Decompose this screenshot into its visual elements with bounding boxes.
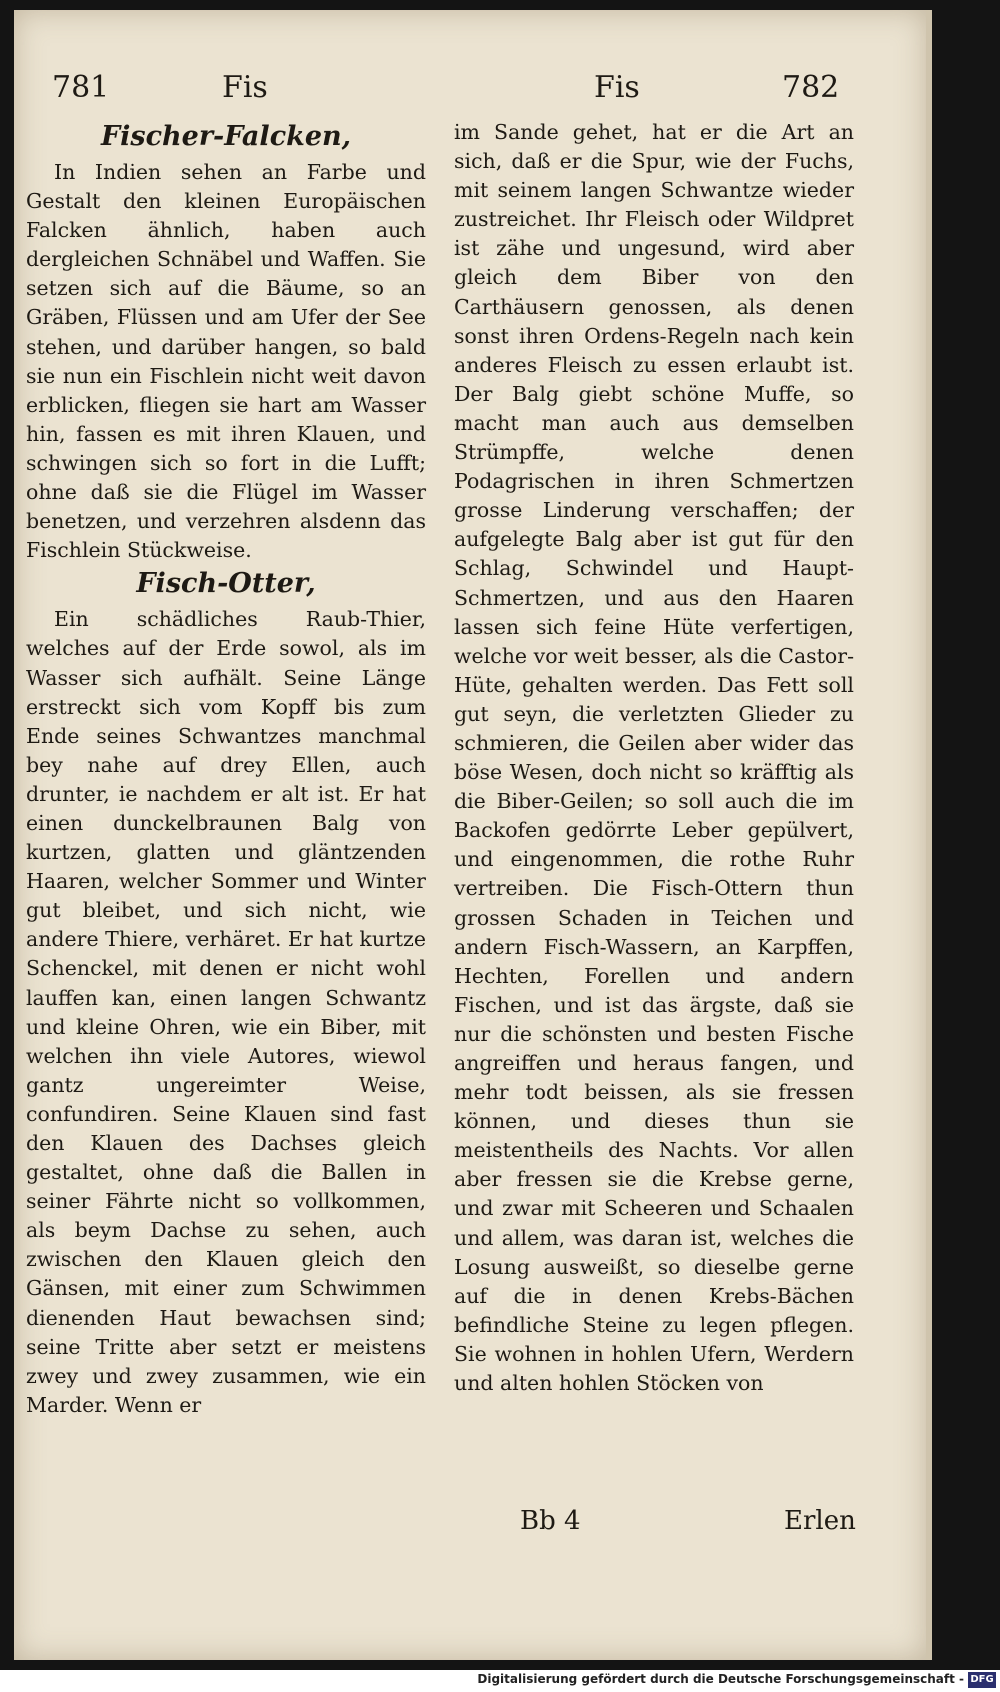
entry-heading-fischer-falcken: Fischer-Falcken, — [100, 121, 352, 152]
entry-heading-fisch-otter: Fisch-Otter, — [136, 568, 316, 600]
entry-text-fisch-otter: Ein schädliches Raub-Thier, welches auf der Erde sowol, als im Wasser sich aufhält. Seine Länge erstreckt sich vom Kopff bis zum Ende seines Schwantzes manchmal bey nahe auf drey Ellen, auch drunter, ie nachdem er alt ist. Er hat einen dunckelbraunen Balg von kurtzen, glatten und gläntzenden Haaren, welcher Sommer und Winter gut bleibet, und sich nicht, wie andere Thiere, verhäret. Er hat kurtze Schenckel, mit denen er nicht wohl lauffen kan, einen langen Schwantz und kleine Ohren, wie ein Biber, mit welchen ihn viele Autores, wiewol gantz ungereimter Weise, confundiren. Seine Klauen sind fast den Klauen des Dachses gleich gestaltet, ohne daß die Ballen in seiner Fährte nicht so vollkommen, als beym Dachse zu sehen, auch zwischen den Klauen gleich den Gänsen, mit einer zum Schwimmen dienenden Haut bewachsen sind; seine Tritte aber setzt er meistens zwey und zwey zusammen, wie ein Marder. Wenn er — [26, 607, 426, 1417]
left-column — [26, 118, 426, 1420]
running-head-left: Fis — [222, 70, 268, 105]
page-number-left: 781 — [52, 70, 110, 105]
entry-text-fischer-falcken: In Indien sehen an Farbe und Gestalt den kleinen Europäischen Falcken ähnlich, haben auch dergleichen Schnäbel und Waffen. Sie setzen sich auf die Bäume, so an Gräben, Flüssen und am Ufer der See stehen, und darüber hangen, so bald sie nun ein Fischlein nicht weit davon erblicken, fliegen sie hart am Wasser hin, fassen es mit ihren Klauen, und schwingen sich so fort in die Lufft; ohne daß sie die Flügel im Wasser benetzen, und verzehren alsdenn das Fischlein Stückweise. — [26, 160, 426, 563]
page-edge — [926, 10, 932, 1660]
credit-bar — [0, 1670, 1000, 1692]
page-number-right: 782 — [782, 70, 840, 105]
running-head-right: Fis — [594, 70, 640, 105]
credit-text: Digitalisierung gefördert durch die Deutsche Forschungsgemeinschaft - — [477, 1672, 964, 1686]
dfg-logo-icon: DFG — [968, 1672, 996, 1688]
right-column — [454, 118, 854, 1398]
entry-text-fisch-otter-continued: im Sande gehet, hat er die Art an sich, daß er die Spur, wie der Fuchs, mit seinem langen Schwantze wieder zustreichet. Ihr Fleisch oder Wildpret ist zähe und ungesund, wird aber gleich dem Biber von den Carthäusern genossen, als denen sonst ihren Ordens-Regeln nach kein anderes Fleisch zu essen erlaubt ist. Der Balg giebt schöne Muffe, so macht man auch aus demselben Strümpffe, welche denen Podagrischen in ihren Schmertzen grosse Linderung verschaffen; der aufgelegte Balg aber ist gut für den Schlag, Schwindel und Haupt-Schmertzen, und aus den Haaren lassen sich feine Hüte verfertigen, welche vor weit besser, als die Castor-Hüte, gehalten werden. Das Fett soll gut seyn, die verletzten Glieder zu schmieren, die Geilen aber wider das böse Wesen, doch nicht so kräfftig als die Biber-Geilen; so soll auch die im Backofen gedörrte Leber gepülvert, und eingenommen, die rothe Ruhr vertreiben. Die Fisch-Ottern thun grossen Schaden in Teichen und andern Fisch-Wassern, an Karpffen, Hechten, Forellen und andern Fischen, und ist das ärgste, daß sie nur die schönsten und besten Fische angreiffen und heraus fangen, und mehr todt beissen, als sie fressen können, und dieses thun sie meistentheils des Nachts. Vor allen aber fressen sie die Krebse gerne, und zwar mit Scheeren und Schaalen und allem, was daran ist, welches die Losung ausweißt, so dieselbe gerne auf die in denen Krebs-Bächen befindliche Steine zu legen pflegen. Sie wohnen in hohlen Ufern, Werdern und alten hohlen Stöcken von — [454, 120, 854, 1396]
catchword: Erlen — [784, 1506, 856, 1536]
signature-mark: Bb 4 — [520, 1506, 581, 1536]
